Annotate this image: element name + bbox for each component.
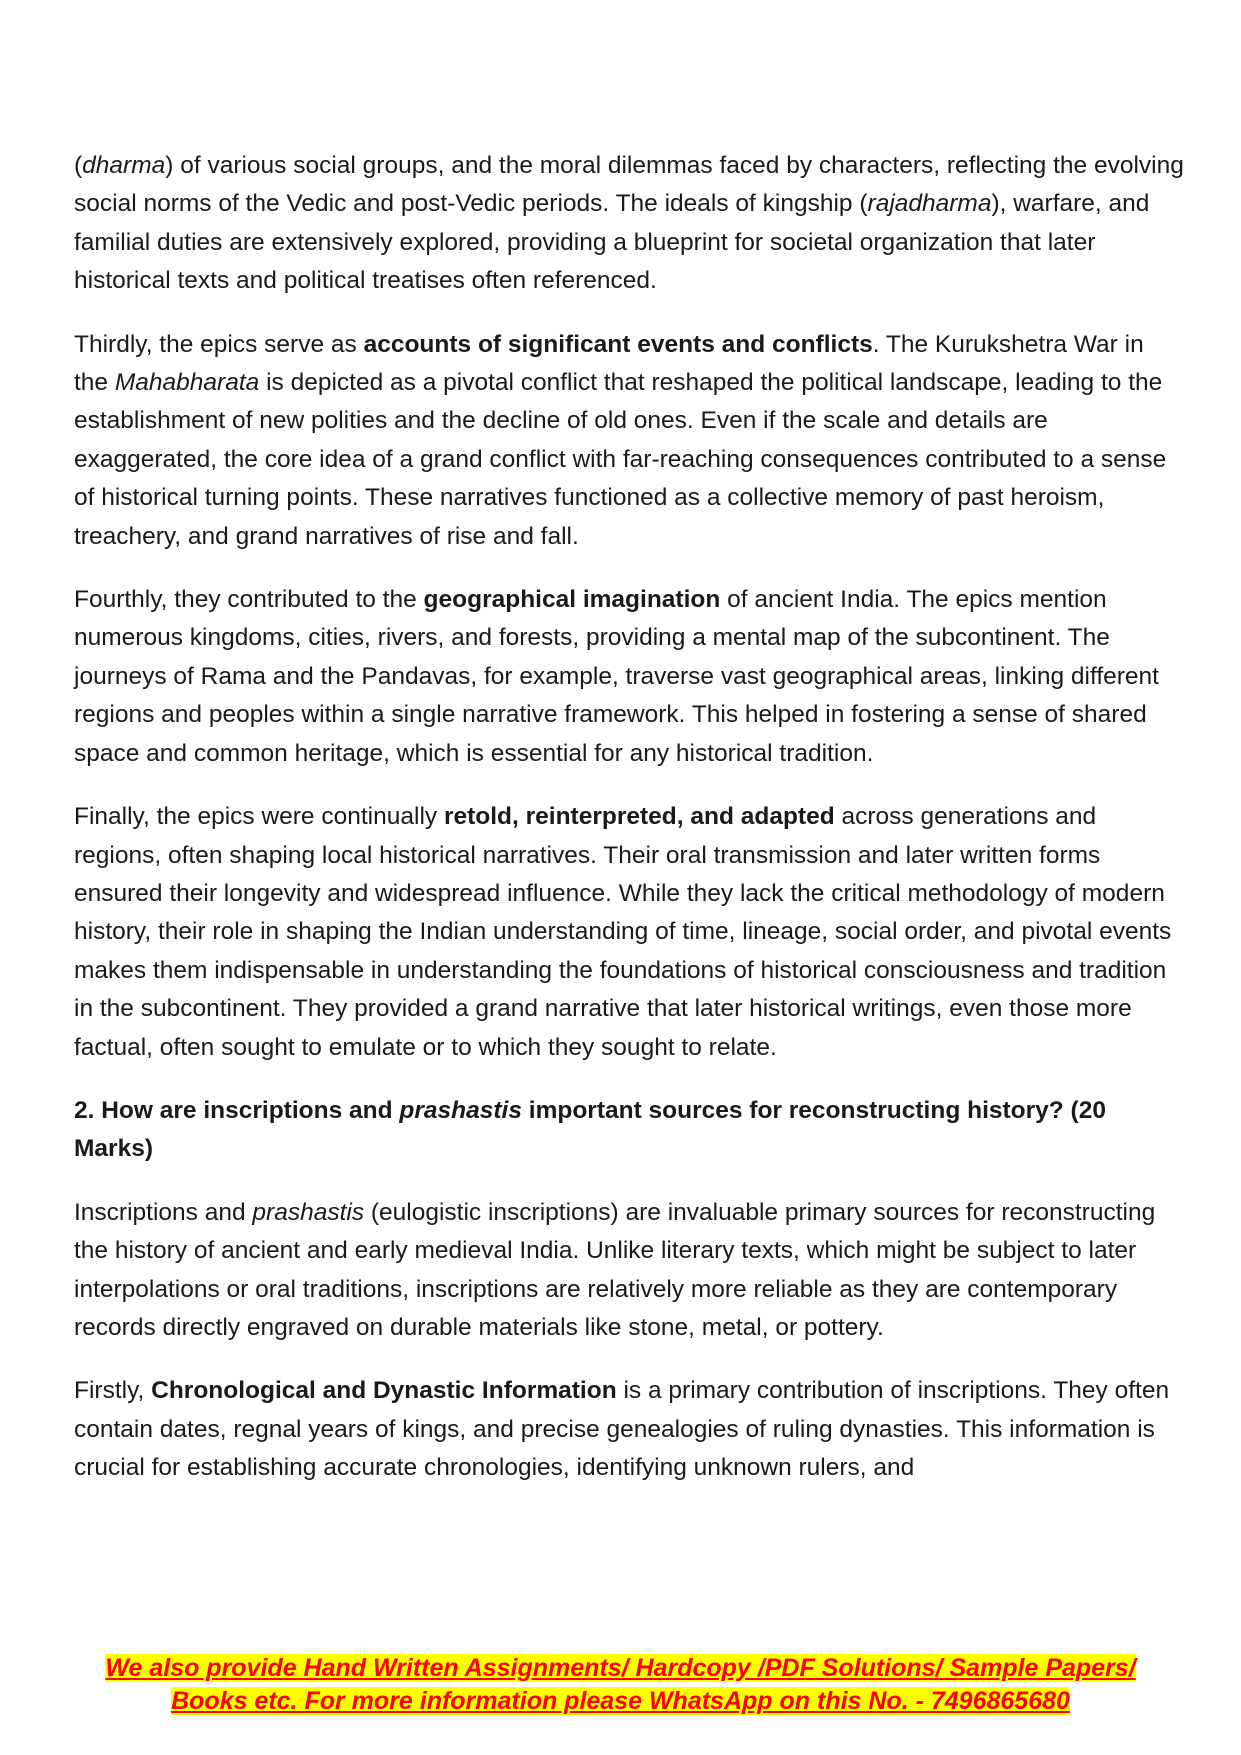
term-prashastis: prashastis	[252, 1198, 365, 1226]
question-heading: 2. How are inscriptions and prashastis important sources for reconstructing history? (20 Marks)	[74, 1096, 1106, 1163]
paragraph-inscriptions-intro: Inscriptions and prashastis (eulogistic inscriptions) are invaluable primary sources for reconstructing the history of ancient and early medieval India. Unlike literary texts, which might be subject to later interpolations or oral traditions, inscriptions are relatively more reliable as they are contemporary records directly engraved on durable materials like stone, metal, or pottery.	[74, 1198, 1156, 1341]
footer-line-1: We also provide Hand Written Assignments/ Hardcopy /PDF Solutions/ Sample Papers/	[105, 1654, 1136, 1682]
bold-phrase: accounts of significant events and conflicts	[363, 330, 873, 358]
term-prashastis: prashastis	[399, 1096, 522, 1124]
paragraph-events-conflicts: Thirdly, the epics serve as accounts of significant events and conflicts. The Kurukshetra War in the Mahabharata is depicted as a pivotal conflict that reshaped the political landscape, leading to the establishment of new polities and the decline of old ones. Even if the scale and details are exaggerated, the core idea of a grand conflict with far-reaching consequences contributed to a sense of historical turning points. These narratives functioned as a collective memory of past heroism, treachery, and grand narratives of rise and fall.	[74, 330, 1167, 550]
footer-line-2: Books etc. For more information please WhatsApp on this No. - 7496865680	[171, 1687, 1070, 1715]
bold-phrase: geographical imagination	[423, 586, 721, 614]
document-body	[74, 147, 1184, 1513]
paragraph-geography: Fourthly, they contributed to the geographical imagination of ancient India. The epics mention numerous kingdoms, cities, rivers, and forests, providing a mental map of the subcontinent. The journeys of Rama and the Pandavas, for example, traverse vast geographical areas, linking different regions and peoples within a single narrative framework. This helped in fostering a sense of shared space and common heritage, which is essential for any historical tradition.	[74, 586, 1159, 767]
promo-footer	[0, 1652, 1241, 1718]
term-rajadharma: rajadharma	[867, 190, 992, 218]
paragraph-chronology: Firstly, Chronological and Dynastic Information is a primary contribution of inscriptions. They often contain dates, regnal years of kings, and precise genealogies of ruling dynasties. This information is crucial for establishing accurate chronologies, identifying unknown rulers, and	[74, 1377, 1170, 1482]
paragraph-retold: Finally, the epics were continually retold, reinterpreted, and adapted across generations and regions, often shaping local historical narratives. Their oral transmission and later written forms ensured their longevity and widespread influence. While they lack the critical methodology of modern history, their role in shaping the Indian understanding of time, lineage, social order, and pivotal events makes them indispensable in understanding the foundations of historical consciousness and tradition in the subcontinent. They provided a grand narrative that later historical writings, even those more factual, often sought to emulate or to which they sought to relate.	[74, 803, 1172, 1061]
paragraph-dharma: (dharma) of various social groups, and the moral dilemmas faced by characters, reflecting the evolving social norms of the Vedic and post-Vedic periods. The ideals of kingship (rajadharma), warfare, and familial duties are extensively explored, providing a blueprint for societal organization that later historical texts and political treatises often referenced.	[74, 152, 1184, 295]
term-mahabharata: Mahabharata	[114, 369, 260, 397]
bold-phrase: Chronological and Dynastic Information	[151, 1377, 617, 1405]
bold-phrase: retold, reinterpreted, and adapted	[443, 803, 835, 831]
term-dharma: dharma	[82, 152, 166, 179]
